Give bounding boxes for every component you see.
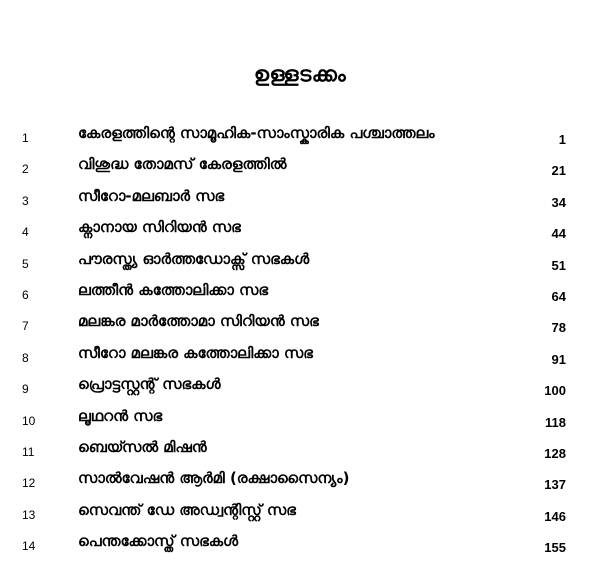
entry-page-number: 146 — [544, 508, 566, 524]
toc-row — [0, 467, 600, 498]
entry-page-number: 155 — [544, 540, 566, 556]
toc-row — [0, 342, 600, 373]
entry-title: സെവന്ത് ഡേ അഡ്വന്റിസ്റ്റ് സഭ — [78, 500, 296, 519]
toc-row — [0, 185, 600, 216]
entry-number: 11 — [22, 444, 35, 459]
entry-title: സീറോ മലങ്കര കത്തോലിക്കാ സഭ — [78, 343, 313, 362]
entry-number: 14 — [22, 539, 36, 554]
entry-page-number: 137 — [544, 477, 566, 493]
entry-number: 8 — [22, 350, 29, 365]
entry-number: 1 — [22, 131, 29, 145]
entry-title: മലങ്കര മാർത്തോമാ സിറിയൻ സഭ — [78, 312, 319, 331]
entry-title: വിശുദ്ധ തോമസ് കേരളത്തിൽ — [78, 155, 287, 174]
entry-number: 5 — [22, 256, 29, 271]
toc-row — [0, 248, 600, 279]
toc-row — [0, 216, 600, 247]
toc-row — [0, 279, 600, 310]
entry-number: 2 — [22, 162, 29, 177]
entry-title: ലൂഥറൻ സഭ — [78, 406, 163, 425]
entry-page-number: 34 — [551, 194, 566, 210]
entry-number: 3 — [22, 193, 29, 208]
entry-title: ലത്തീൻ കത്തോലിക്കാ സഭ — [78, 280, 268, 299]
entry-title: സാൽവേഷൻ ആർമി (രക്ഷാസൈന്യം) — [78, 469, 350, 488]
toc-row — [0, 436, 600, 467]
entry-page-number: 78 — [551, 320, 566, 336]
entry-page-number: 100 — [544, 383, 566, 399]
entry-page-number: 128 — [544, 445, 566, 461]
entry-page-number: 44 — [551, 226, 566, 242]
entry-number: 12 — [22, 476, 36, 491]
entry-title: സീറോ-മലബാർ സഭ — [78, 186, 225, 205]
entry-title: പൗരസ്ത്യ ഓർത്തഡോക്സ് സഭകൾ — [78, 249, 310, 268]
entry-title: കേരളത്തിന്റെ സാമൂഹിക-സാംസ്കാരിക പശ്ചാത്തലം — [78, 124, 435, 142]
entry-title: പെന്തക്കോസ്ത് സഭകൾ — [78, 532, 239, 551]
entry-page-number: 21 — [551, 163, 566, 179]
entry-number: 4 — [22, 225, 29, 240]
toc-row — [0, 310, 600, 341]
entry-page-number: 64 — [551, 288, 566, 304]
entry-number: 6 — [22, 287, 29, 302]
toc-row — [0, 122, 600, 153]
entry-title: ക്നാനായ സിറിയൻ സഭ — [78, 218, 241, 237]
toc-row — [0, 499, 600, 530]
entry-page-number: 1 — [558, 132, 566, 147]
entry-page-number: 118 — [545, 414, 566, 430]
entry-number: 9 — [22, 382, 29, 397]
table-of-contents — [0, 122, 600, 561]
entry-page-number: 51 — [551, 257, 566, 273]
page-title: ഉള്ളടക്കം — [253, 62, 347, 86]
entry-number: 7 — [22, 319, 29, 334]
entry-number: 13 — [22, 507, 36, 522]
toc-row — [0, 373, 600, 404]
toc-row — [0, 153, 600, 184]
toc-row — [0, 530, 600, 561]
entry-title: പ്രൊട്ടസ്റ്റന്റ് സഭകൾ — [78, 375, 221, 394]
toc-row — [0, 405, 600, 436]
entry-page-number: 91 — [551, 351, 566, 367]
entry-number: 10 — [22, 413, 36, 428]
entry-title: ബെയ്സൽ മിഷൻ — [78, 437, 207, 456]
